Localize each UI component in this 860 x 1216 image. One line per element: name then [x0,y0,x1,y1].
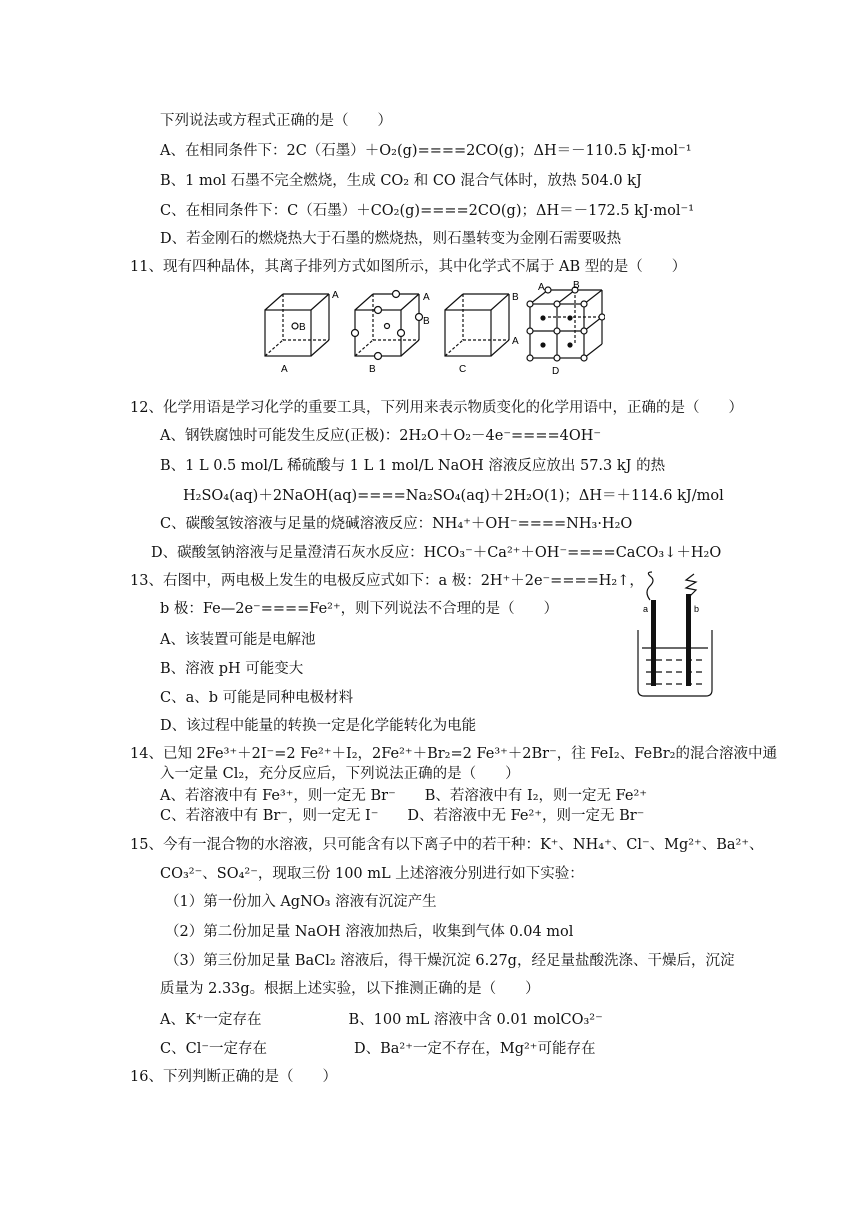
q13-option-b: B、溶液 pH 可能变大 [160,661,304,677]
crystal-structures-figure [255,280,605,380]
crystal-b-label-a: A [423,292,430,303]
crystal-caption-b: B [369,364,376,375]
q14-stem-cont: 入一定量 Cl₂，充分反应后，下列说法正确的是（ ） [160,766,520,782]
crystal-caption-c: C [459,364,467,375]
electrode-b [686,594,691,686]
q10-stem: 下列说法或方程式正确的是（ ） [160,113,392,129]
crystal-structures-svg [255,280,605,380]
electrode-b-label: b [694,604,700,614]
q13-option-c: C、a、b 可能是同种电极材料 [160,690,354,706]
q12-stem: 12、化学用语是学习化学的重要工具，下列用来表示物质变化的化学用语中，正确的是（ ） [130,400,743,416]
crystal-c-label-a: A [512,336,519,347]
crystal-d-label-b: B [573,280,580,291]
q15-stem: 15、今有一混合物的水溶液，只可能含有以下离子中的若干种：K⁺、NH₄⁺、Cl⁻、Mg²⁺、Ba²⁺、 [130,837,764,853]
q15-options-cd: C、Cl⁻一定存在 D、Ba²⁺一定不存在，Mg²⁺可能存在 [160,1041,596,1057]
q12-option-b: B、1 L 0.5 mol/L 稀硫酸与 1 L 1 mol/L NaOH 溶液反应放出 57.3 kJ 的热 [160,458,666,474]
q13-stem: 13、右图中，两电极上发生的电极反应式如下：a 极：2H⁺＋2e⁻====H₂↑， [130,573,644,589]
q13-option-a: A、该装置可能是电解池 [160,632,316,648]
q16-stem: 16、下列判断正确的是（ ） [130,1069,337,1085]
q12-option-d: D、碳酸氢钠溶液与足量澄清石灰水反应：HCO₃⁻＋Ca²⁺＋OH⁻====CaCO₃↓＋H₂O [151,545,722,561]
q14-options-cd: C、若溶液中有 Br⁻，则一定无 I⁻ D、若溶液中无 Fe²⁺，则一定无 Br⁻ [160,808,645,824]
q13-option-d: D、该过程中能量的转换一定是化学能转化为电能 [160,718,477,734]
q15-exp-3: （3）第三份加足量 BaCl₂ 溶液后，得干燥沉淀 6.27g，经足量盐酸洗涤、干燥后，沉淀 [165,953,735,969]
q15-exp-2: （2）第二份加足量 NaOH 溶液加热后，收集到气体 0.04 mol [165,924,574,940]
crystal-a-label-a: A [332,290,339,301]
crystal-d-label-a: A [538,282,545,293]
q10-option-d: D、若金刚石的燃烧热大于石墨的燃烧热，则石墨转变为金刚石需要吸热 [160,231,622,247]
q10-option-a: A、在相同条件下：2C（石墨）＋O₂(g)====2CO(g)；ΔH＝－110.5 kJ·mol⁻¹ [160,143,692,159]
q12-option-c: C、碳酸氢铵溶液与足量的烧碱溶液反应：NH₄⁺＋OH⁻====NH₃·H₂O [160,516,633,532]
q13-stem-cont: b 极：Fe—2e⁻====Fe²⁺，则下列说法不合理的是（ ） [160,601,559,617]
electrode-a-label: a [643,604,649,614]
q14-stem: 14、已知 2Fe³⁺＋2I⁻=2 Fe²⁺＋I₂，2Fe²⁺＋Br₂=2 Fe³⁺＋2Br⁻，往 FeI₂、FeBr₂的混合溶液中通 [130,746,777,762]
q12-option-b-equation: H₂SO₄(aq)＋2NaOH(aq)====Na₂SO₄(aq)＋2H₂O(1)；ΔH＝＋114.6 kJ/mol [183,488,724,504]
electrode-cell-figure [630,570,720,700]
crystal-caption-d: D [552,366,560,377]
crystal-c-label-b: B [512,292,519,303]
electrode-a [651,600,656,686]
q10-option-c: C、在相同条件下：C（石墨）＋CO₂(g)====2CO(g)；ΔH＝－172.5 kJ·mol⁻¹ [160,203,695,219]
crystal-b-label-b: B [423,316,430,327]
q11-stem: 11、现有四种晶体，其离子排列方式如图所示，其中化学式不属于 AB 型的是（ ） [130,259,687,275]
q10-option-b: B、1 mol 石墨不完全燃烧，生成 CO₂ 和 CO 混合气体时，放热 504.0 kJ [160,173,642,189]
crystal-a-label-b: B [299,322,306,333]
q15-exp-1: （1）第一份加入 AgNO₃ 溶液有沉淀产生 [165,894,437,910]
q15-options-ab: A、K⁺一定存在 B、100 mL 溶液中含 0.01 molCO₃²⁻ [160,1012,603,1028]
q12-option-a: A、钢铁腐蚀时可能发生反应(正极)：2H₂O＋O₂－4e⁻====4OH⁻ [160,428,602,444]
q14-options-ab: A、若溶液中有 Fe³⁺，则一定无 Br⁻ B、若溶液中有 I₂，则一定无 Fe²⁺ [160,788,647,804]
q15-exp-3-cont: 质量为 2.33g。根据上述实验，以下推测正确的是（ ） [160,981,540,997]
crystal-caption-a: A [281,364,288,375]
electrode-cell-svg [630,570,720,700]
q15-stem-cont: CO₃²⁻、SO₄²⁻，现取三份 100 mL 上述溶液分别进行如下实验： [160,866,584,882]
